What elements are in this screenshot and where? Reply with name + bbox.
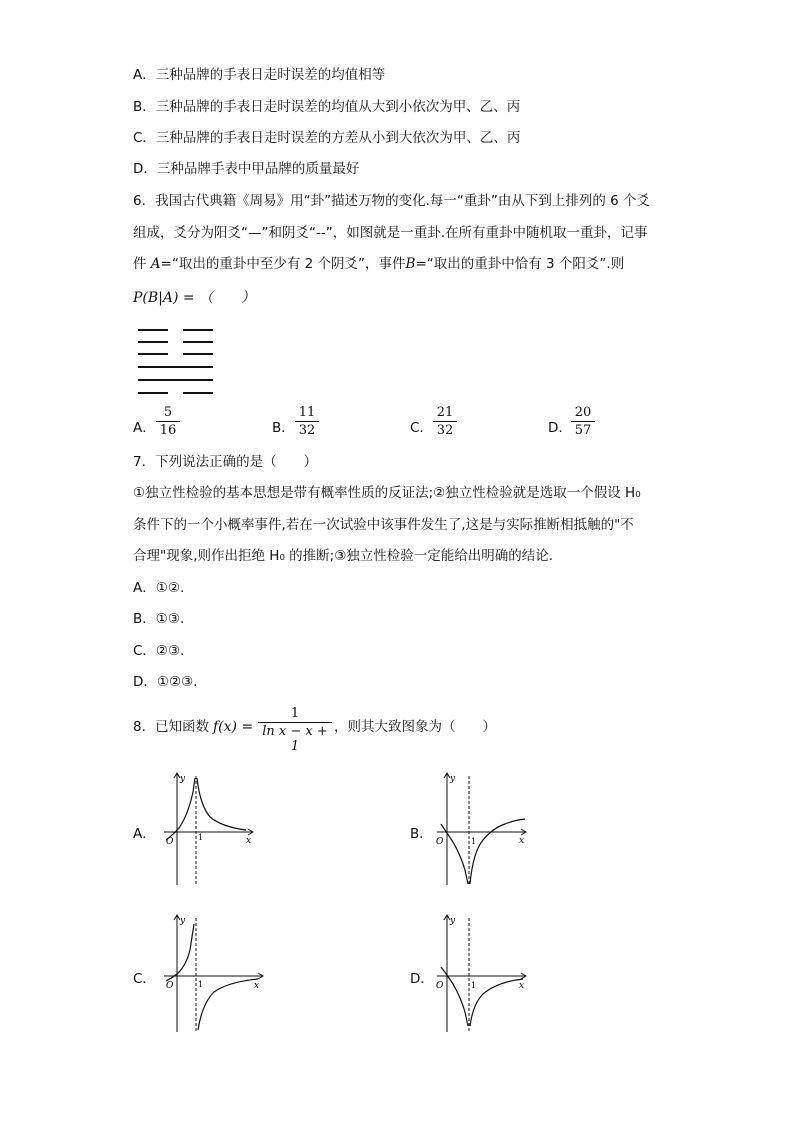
q8-stem-prefix: 8．已知函数: [133, 719, 210, 735]
q8-option-b-label: B．: [410, 826, 433, 842]
q7-option-c: C．②③.: [133, 643, 185, 659]
q7-statement-line3: 合理"现象,则作出拒绝 H₀ 的推断;③独立性检验一定能给出明确的结论.: [133, 548, 554, 564]
q8-graph-c: [160, 912, 270, 1034]
q6-option-b-fraction: 11 32: [295, 405, 319, 438]
q8-graph-a: [160, 770, 260, 888]
q8-graph-d: [433, 912, 533, 1034]
graph-d-one-label: 1: [471, 981, 477, 990]
graph-a-x-label: x: [246, 836, 252, 846]
graph-c-y-label: y: [180, 916, 186, 926]
graph-a-y-label: y: [180, 774, 186, 784]
q7-statement-line2: 条件下的一个小概率事件,若在一次试验中该事件发生了,这是与实际推断相抵触的"不: [133, 517, 634, 533]
graph-b-origin-label: O: [436, 837, 444, 847]
graph-d-x-label: x: [519, 981, 525, 991]
q8-graph-b: [433, 770, 533, 888]
q6-option-a-fraction: 5 16: [156, 405, 180, 438]
graph-c-one-label: 1: [198, 980, 204, 989]
q7-option-a: A．①②.: [133, 580, 185, 596]
q8-stem-suffix: ，则其大致图象为（ ）: [334, 719, 496, 735]
q5-option-a: A．三种品牌的手表日走时误差的均值相等: [133, 67, 386, 83]
q8-option-a-label: A．: [133, 826, 156, 842]
q6-option-b-label: B．: [272, 420, 295, 436]
q8-option-d-label: D．: [410, 971, 434, 987]
graph-b-one-label: 1: [471, 837, 477, 846]
q7-statement-line1: ①独立性检验的基本思想是带有概率性质的反证法;②独立性检验就是选取一个假设 H₀: [133, 485, 641, 501]
q5-option-d: D．三种品牌手表中甲品牌的质量最好: [133, 161, 360, 177]
q7-option-d: D．①②③.: [133, 674, 198, 690]
q6-probability-expression: P(B|A) = （ ）: [133, 290, 256, 306]
event-b-symbol: B: [405, 256, 416, 272]
hexagram-figure: [135, 325, 217, 397]
graph-c-origin-label: O: [166, 981, 174, 991]
q6-option-c-label: C．: [410, 420, 433, 436]
graph-d-y-label: y: [450, 916, 456, 926]
q6-option-d-fraction: 20 57: [571, 405, 595, 438]
q6-option-c-fraction: 21 32: [433, 405, 457, 438]
q6-stem-line1: 6．我国古代典籍《周易》用“卦”描述万物的变化.每一“重卦”由从下到上排列的 6 个爻: [133, 193, 651, 209]
graph-a-origin-label: O: [166, 837, 174, 847]
q6-option-a-label: A．: [133, 420, 156, 436]
q7-option-b: B．①③.: [133, 611, 185, 627]
q8-function-fraction: 1 ln x − x + 1: [258, 706, 332, 754]
q6-option-d-label: D．: [548, 420, 572, 436]
graph-b-y-label: y: [450, 774, 456, 784]
q7-stem: 7．下列说法正确的是（ ）: [133, 454, 318, 470]
graph-c-x-label: x: [254, 981, 260, 991]
graph-a-one-label: 1: [198, 833, 204, 842]
graph-b-x-label: x: [519, 836, 525, 846]
q5-option-c: C．三种品牌的手表日走时误差的方差从小到大依次为甲、乙、丙: [133, 130, 521, 146]
q8-function-name: f(x) =: [213, 719, 254, 735]
q8-option-c-label: C．: [133, 971, 156, 987]
q5-option-b: B．三种品牌的手表日走时误差的均值从大到小依次为甲、乙、丙: [133, 99, 521, 115]
event-a-symbol: A: [150, 256, 161, 272]
q6-stem-line3: 件 A=“取出的重卦中至少有 2 个阴爻”，事件B=“取出的重卦中恰有 3 个阳爻”.则: [133, 256, 625, 272]
graph-d-origin-label: O: [436, 981, 444, 991]
q6-stem-line2: 组成，爻分为阳爻“—”和阴爻“--”，如图就是一重卦.在所有重卦中随机取一重卦，记事: [133, 225, 648, 241]
